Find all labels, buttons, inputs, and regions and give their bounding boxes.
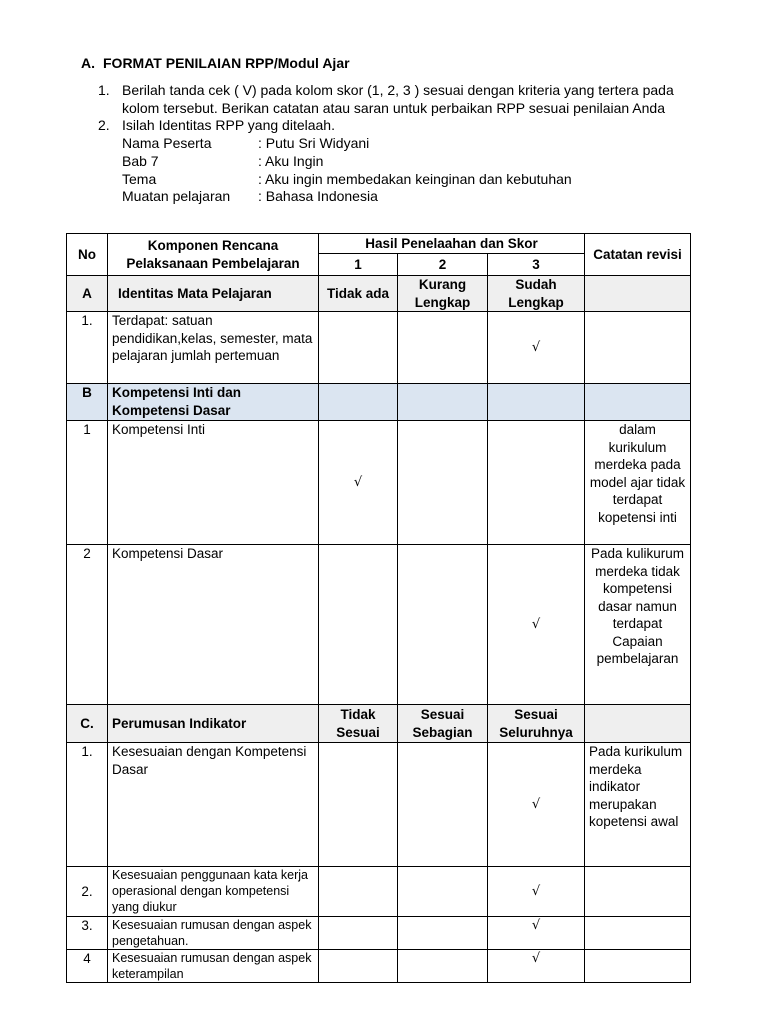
header-no: No — [67, 234, 108, 276]
instruction-item — [98, 82, 678, 117]
row-text: Kesesuaian rumusan dengan aspek keterampilan — [108, 950, 319, 983]
score-cell-3-check: √ — [488, 743, 585, 867]
identity-label: Nama Peserta — [122, 135, 212, 152]
score-cell-3-check: √ — [488, 917, 585, 950]
score-cell-1 — [319, 743, 398, 867]
section-title: Kompetensi Inti dan Kompetensi Dasar — [108, 384, 319, 421]
score-cell-3-check: √ — [488, 312, 585, 384]
score-cell-1-check: √ — [319, 421, 398, 545]
row-text: Terdapat: satuan pendidikan,kelas, semester, mata pelajaran jumlah pertemuan — [108, 312, 319, 384]
table-header-row — [67, 234, 691, 254]
section-no: A — [67, 276, 108, 312]
score-cell-1 — [319, 917, 398, 950]
section-row-b — [67, 384, 691, 421]
header-score-1: 1 — [319, 254, 398, 276]
row-text: Kompetensi Dasar — [108, 545, 319, 705]
section-title: Perumusan Indikator — [108, 705, 319, 743]
notes-cell: dalam kurikulum merdeka pada model ajar tidak terdapat kopetensi inti — [585, 421, 691, 545]
score-cell-1 — [319, 384, 398, 421]
score-cell-3 — [488, 384, 585, 421]
header-score-2: 2 — [398, 254, 488, 276]
notes-cell — [585, 867, 691, 917]
section-row-c — [67, 705, 691, 743]
notes-cell — [585, 312, 691, 384]
instructions — [98, 82, 678, 206]
header-notes: Catatan revisi — [585, 234, 691, 276]
score-cell-3-check: √ — [488, 545, 585, 705]
notes-cell — [585, 276, 691, 312]
identity-value: : Bahasa Indonesia — [258, 188, 378, 205]
identity-row — [122, 188, 678, 206]
section-title: FORMAT PENILAIAN RPP/Modul Ajar — [103, 55, 350, 71]
identity-value: : Aku ingin membedakan keinginan dan kebutuhan — [258, 170, 572, 187]
row-no: 4 — [67, 950, 108, 983]
instruction-text: Isilah Identitas RPP yang ditelaah. — [122, 117, 335, 134]
table-row — [67, 743, 691, 867]
table-row — [67, 917, 691, 950]
instruction-text: Berilah tanda cek ( V) pada kolom skor (1, 2, 3 ) sesuai dengan kriteria yang tertera pada kolom tersebut. Berikan catatan atau saran untuk perbaikan RPP sesuai penilaian Anda — [122, 82, 674, 116]
identity-value: : Aku Ingin — [258, 152, 324, 169]
identity-label: Muatan pelajaran — [122, 188, 231, 205]
instruction-number: 1. — [98, 82, 110, 98]
identity-row — [122, 153, 678, 171]
identity-value: : Putu Sri Widyani — [258, 135, 370, 152]
notes-cell — [585, 705, 691, 743]
row-text: Kesesuaian dengan Kompetensi Dasar — [108, 743, 319, 867]
row-no: 1. — [67, 743, 108, 867]
score-cell-2 — [398, 917, 488, 950]
identity-label: Tema — [122, 170, 157, 187]
criteria-1: Tidak ada — [319, 276, 398, 312]
score-cell-2 — [398, 867, 488, 917]
score-cell-2 — [398, 545, 488, 705]
instruction-item — [98, 117, 678, 206]
score-cell-2 — [398, 743, 488, 867]
table-row — [67, 312, 691, 384]
criteria-3: Sesuai Seluruhnya — [488, 705, 585, 743]
score-cell-2 — [398, 312, 488, 384]
table-row — [67, 950, 691, 983]
score-cell-3-check: √ — [488, 950, 585, 983]
header-score-3: 3 — [488, 254, 585, 276]
instruction-number: 2. — [98, 117, 110, 134]
assessment-table — [66, 233, 691, 983]
section-no: B — [67, 384, 108, 421]
section-heading — [81, 55, 350, 71]
notes-cell: Pada kurikulum merdeka indikator merupakan kopetensi awal — [585, 743, 691, 867]
score-cell-1 — [319, 545, 398, 705]
score-cell-3-check: √ — [488, 867, 585, 917]
notes-cell — [585, 917, 691, 950]
score-cell-1 — [319, 312, 398, 384]
row-text: Kompetensi Inti — [108, 421, 319, 545]
score-cell-2 — [398, 384, 488, 421]
criteria-2: Kurang Lengkap — [398, 276, 488, 312]
section-row-a — [67, 276, 691, 312]
section-letter: A. — [81, 55, 95, 71]
row-text: Kesesuaian penggunaan kata kerja operasional dengan kompetensi yang diukur — [108, 867, 319, 917]
notes-cell — [585, 384, 691, 421]
table-row — [67, 421, 691, 545]
score-cell-2 — [398, 421, 488, 545]
row-no: 2 — [67, 545, 108, 705]
identity-row — [122, 171, 678, 189]
score-cell-1 — [319, 950, 398, 983]
row-no: 2. — [67, 867, 108, 917]
criteria-1: Tidak Sesuai — [319, 705, 398, 743]
identity-label: Bab 7 — [122, 152, 159, 169]
score-cell-1 — [319, 867, 398, 917]
section-no: C. — [67, 705, 108, 743]
criteria-3: Sudah Lengkap — [488, 276, 585, 312]
notes-cell — [585, 950, 691, 983]
row-no: 3. — [67, 917, 108, 950]
row-no: 1 — [67, 421, 108, 545]
table-row — [67, 867, 691, 917]
row-text: Kesesuaian rumusan dengan aspek pengetahuan. — [108, 917, 319, 950]
notes-cell: Pada kulikurum merdeka tidak kompetensi dasar namun terdapat Capaian pembelajaran — [585, 545, 691, 705]
score-cell-3 — [488, 421, 585, 545]
table-row — [67, 545, 691, 705]
row-no: 1. — [67, 312, 108, 384]
identity-row — [122, 135, 678, 153]
header-component: Komponen Rencana Pelaksanaan Pembelajaran — [108, 234, 319, 276]
section-title: Identitas Mata Pelajaran — [108, 276, 319, 312]
criteria-2: Sesuai Sebagian — [398, 705, 488, 743]
header-result: Hasil Penelaahan dan Skor — [319, 234, 585, 254]
score-cell-2 — [398, 950, 488, 983]
